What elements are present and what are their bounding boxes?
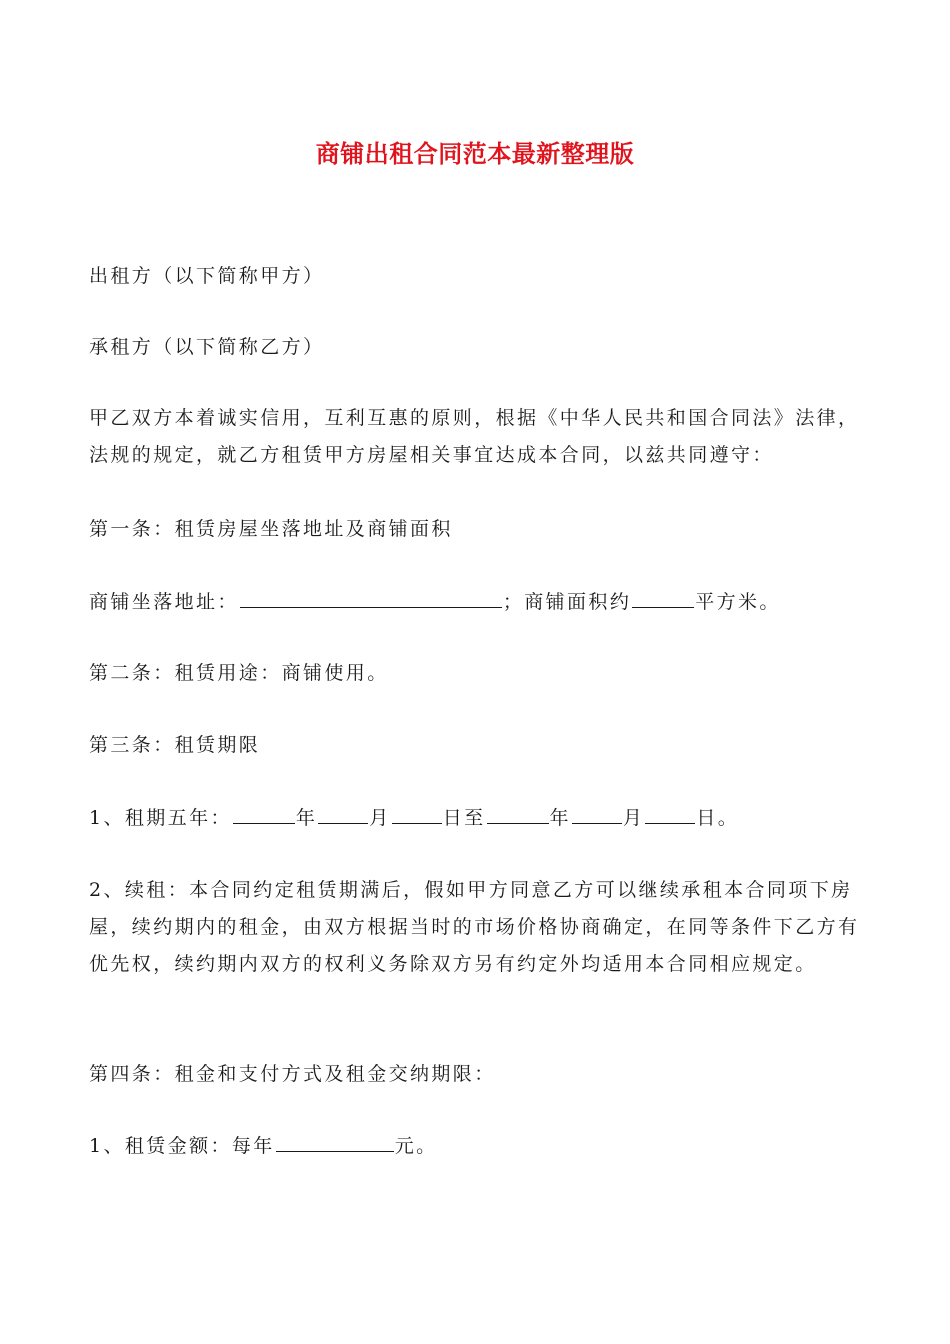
- article2-text: 第二条：租赁用途：商铺使用。: [89, 662, 389, 684]
- year-text: 年: [295, 807, 318, 829]
- end-year-blank: [487, 804, 549, 824]
- end-month-blank: [572, 804, 622, 824]
- address-label: 商铺坐落地址：: [89, 591, 239, 613]
- term-label: 1、租期五年：: [89, 807, 232, 829]
- month-text: 月: [369, 807, 391, 829]
- end-day-blank: [645, 804, 695, 824]
- article3-heading: 第三条：租赁期限: [89, 734, 261, 756]
- start-month-blank: [318, 804, 368, 824]
- rent-amount-line: [89, 1128, 438, 1165]
- preamble-paragraph: 甲乙双方本着诚实信用，互利互惠的原则，根据《中华人民共和国合同法》法律，法规的规定，就乙方租赁甲方房屋相关事宜达成本合同，以兹共同遵守：: [89, 407, 860, 466]
- document-title: 商铺出租合同范本最新整理版: [315, 140, 635, 168]
- lease-term-line: [89, 800, 739, 837]
- day-end-text: 日。: [696, 807, 740, 829]
- rent-blank: [276, 1132, 394, 1152]
- day-to-text: 日至: [442, 807, 486, 829]
- article1-address-line: [89, 584, 781, 621]
- address-blank: [240, 588, 502, 608]
- year-text: 年: [549, 807, 571, 829]
- start-year-blank: [233, 804, 295, 824]
- article1-heading: 第一条：租赁房屋坐落地址及商铺面积: [89, 518, 453, 540]
- renewal-paragraph: 2、续租：本合同约定租赁期满后，假如甲方同意乙方可以继续承租本合同项下房屋，续约期内的租金，由双方根据当时的市场价格协商确定，在同等条件下乙方有优先权，续约期内双方的权利义务除双方另有约定外均适用本合同相应规定。: [89, 879, 860, 975]
- start-day-blank: [392, 804, 442, 824]
- area-blank: [632, 588, 694, 608]
- month-text: 月: [622, 807, 645, 829]
- lessor-line: 出租方（以下简称甲方）: [89, 265, 325, 287]
- area-mid-text: ；商铺面积约: [502, 591, 632, 613]
- article4-heading: 第四条：租金和支付方式及租金交纳期限：: [89, 1063, 496, 1085]
- lessee-line: 承租方（以下简称乙方）: [89, 336, 325, 358]
- rent-unit: 元。: [394, 1135, 438, 1157]
- area-unit: 平方米。: [695, 591, 781, 613]
- rent-label: 1、租赁金额：每年: [89, 1135, 275, 1157]
